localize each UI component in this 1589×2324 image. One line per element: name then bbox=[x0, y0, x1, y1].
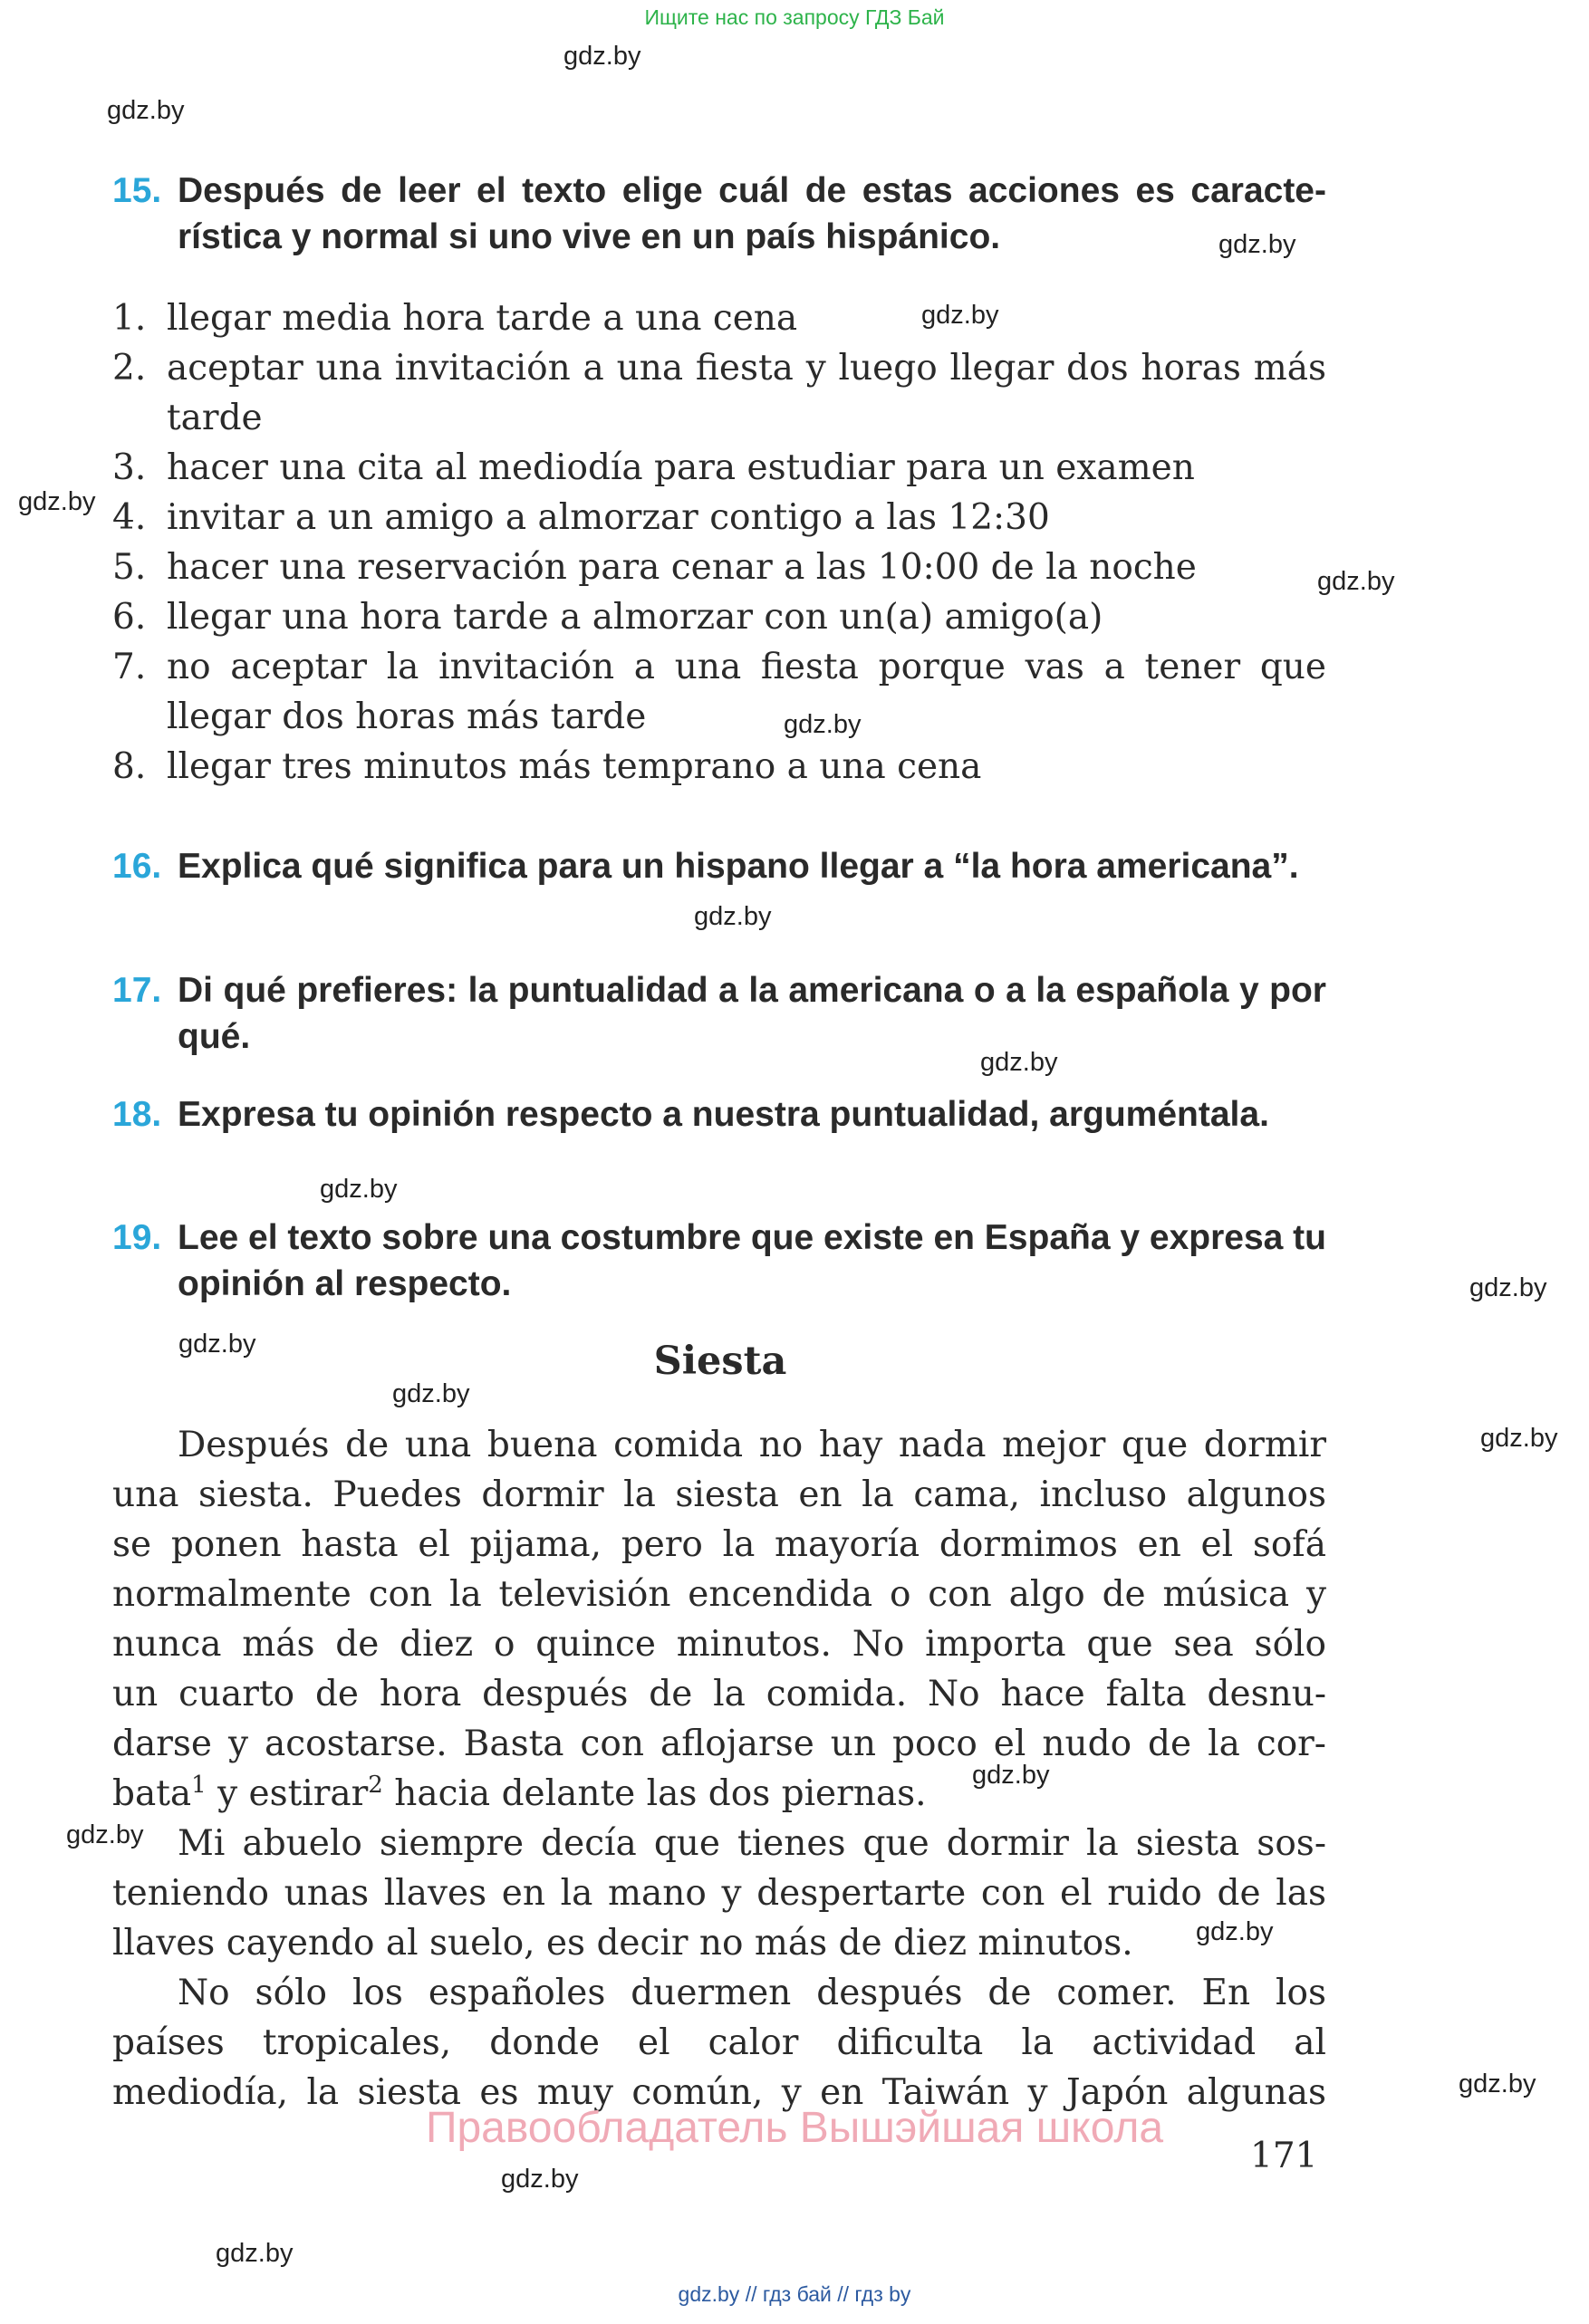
watermark: gdz.by bbox=[980, 1048, 1058, 1077]
list-item bbox=[112, 343, 1326, 443]
text-fragment: bata bbox=[112, 1773, 192, 1814]
exercise-text: Di qué prefieres: la puntualidad a la americana o a la española y por qué. bbox=[178, 971, 1326, 1056]
text-line: nunca más de diez o quince minutos. No importa que sea sólo bbox=[112, 1624, 1326, 1665]
list-item-number: 8. bbox=[112, 746, 147, 787]
text-line bbox=[112, 1769, 1326, 1819]
watermark: gdz.by bbox=[501, 2165, 579, 2194]
exercise-15 bbox=[112, 168, 1326, 260]
watermark: gdz.by bbox=[921, 301, 999, 330]
exercise-16 bbox=[112, 843, 1326, 889]
text-fragment: hacia delante las dos piernas. bbox=[382, 1773, 927, 1814]
list-item-text: llegar una hora tarde a almorzar con un(a) amigo(a) bbox=[167, 597, 1103, 638]
text-line: teniendo unas llaves en la mano y despertarte con el ruido de las bbox=[112, 1873, 1326, 1914]
watermark: gdz.by bbox=[18, 487, 96, 516]
list-item bbox=[112, 543, 1326, 592]
list-item-number: 6. bbox=[112, 597, 147, 638]
list-item bbox=[112, 293, 1326, 343]
exercise-number: 18. bbox=[112, 1095, 162, 1134]
page-number: 171 bbox=[1250, 2136, 1318, 2176]
text-line: mediodía, la siesta es muy común, y en Taiwán y Japón algunas bbox=[112, 2072, 1326, 2113]
exercise-18 bbox=[112, 1091, 1326, 1138]
text-line: un cuarto de hora después de la comida. No hace falta desnu- bbox=[112, 1674, 1326, 1714]
footnote-mark: 1 bbox=[191, 1772, 207, 1799]
watermark: gdz.by bbox=[392, 1379, 470, 1408]
list-item-number: 5. bbox=[112, 547, 147, 588]
reading-paragraph-2 bbox=[112, 1819, 1326, 1968]
exercise-text: Explica qué significa para un hispano llegar a “la hora americana”. bbox=[178, 847, 1299, 886]
reading-paragraph-1 bbox=[112, 1420, 1326, 1819]
list-item bbox=[112, 493, 1326, 543]
list-item-text: no aceptar la invitación a una fiesta porque vas a tener que llegar dos horas más tarde bbox=[167, 647, 1326, 737]
list-item bbox=[112, 592, 1326, 642]
list-item-number: 7. bbox=[112, 647, 147, 687]
text-line: normalmente con la televisión encendida o con algo de música y bbox=[112, 1574, 1326, 1615]
watermark: gdz.by bbox=[1459, 2070, 1536, 2098]
list-item-text: invitar a un amigo a almorzar contigo a las 12:30 bbox=[167, 497, 1050, 538]
list-item-number: 1. bbox=[112, 298, 147, 339]
reading-title: Siesta bbox=[653, 1339, 787, 1384]
exercise-text: Después de leer el texto elige cuál de estas acciones es característica y normal si uno vive en un país hispánico. bbox=[178, 171, 1326, 256]
copyright-notice: Правообладатель Вышэйшая школа bbox=[425, 2104, 1164, 2152]
text-line: darse y acostarse. Basta con aflojarse un poco el nudo de la cor- bbox=[112, 1724, 1326, 1764]
watermark: gdz.by bbox=[178, 1330, 256, 1359]
text-line: Después de una buena comida no hay nada mejor que dormir bbox=[178, 1425, 1326, 1465]
watermark: gdz.by bbox=[1480, 1424, 1558, 1453]
list-item bbox=[112, 642, 1326, 742]
watermark: gdz.by bbox=[1317, 567, 1395, 596]
list-item-number: 4. bbox=[112, 497, 147, 538]
exercise-number: 17. bbox=[112, 971, 162, 1010]
watermark: gdz.by bbox=[66, 1820, 144, 1849]
list-item-text: hacer una cita al mediodía para estudiar para un examen bbox=[167, 447, 1195, 488]
list-item bbox=[112, 742, 1326, 792]
exercise-number: 19. bbox=[112, 1218, 162, 1257]
exercise-number: 15. bbox=[112, 171, 162, 210]
text-line: Mi abuelo siempre decía que tienes que dormir la siesta sos- bbox=[178, 1823, 1326, 1864]
exercise-19 bbox=[112, 1215, 1326, 1307]
watermark: gdz.by bbox=[1218, 230, 1296, 259]
watermark: gdz.by bbox=[320, 1175, 398, 1204]
list-item-text: llegar tres minutos más temprano a una cena bbox=[167, 746, 982, 787]
footer-links[interactable]: gdz.by // гдз бай // гдз by bbox=[678, 2282, 911, 2306]
footnote-mark: 2 bbox=[368, 1772, 383, 1799]
watermark: gdz.by bbox=[1469, 1273, 1547, 1302]
top-banner[interactable]: Ищите нас по запросу ГДЗ Бай bbox=[644, 5, 945, 29]
watermark: gdz.by bbox=[694, 902, 772, 931]
exercise-17 bbox=[112, 967, 1326, 1060]
watermark: gdz.by bbox=[972, 1761, 1050, 1790]
text-line: una siesta. Puedes dormir la siesta en la cama, incluso algunos bbox=[112, 1474, 1326, 1515]
watermark: gdz.by bbox=[563, 42, 641, 71]
text-fragment: y estirar bbox=[206, 1773, 369, 1814]
exercise-text: Lee el texto sobre una costumbre que existe en España y expresa tu opinión al respecto. bbox=[178, 1218, 1326, 1303]
watermark: gdz.by bbox=[784, 710, 862, 739]
exercise-number: 16. bbox=[112, 847, 162, 886]
list-item-number: 3. bbox=[112, 447, 147, 488]
text-line: No sólo los españoles duermen después de comer. En los bbox=[178, 1973, 1326, 2013]
text-line: países tropicales, donde el calor dificulta la actividad al bbox=[112, 2022, 1326, 2063]
reading-paragraph-3 bbox=[112, 1968, 1326, 2118]
list-item-number: 2. bbox=[112, 348, 147, 389]
exercise-text: Expresa tu opinión respecto a nuestra puntualidad, arguméntala. bbox=[178, 1095, 1269, 1134]
list-item-text: aceptar una invitación a una fiesta y luego llegar dos horas más tarde bbox=[167, 348, 1326, 438]
text-line: llaves cayendo al suelo, es decir no más de diez minutos. bbox=[112, 1923, 1133, 1964]
list-item-text: llegar media hora tarde a una cena bbox=[167, 298, 798, 339]
watermark: gdz.by bbox=[1196, 1917, 1274, 1946]
list-item bbox=[112, 443, 1326, 493]
text-line: se ponen hasta el pijama, pero la mayoría dormimos en el sofá bbox=[112, 1524, 1326, 1565]
list-item-text: hacer una reservación para cenar a las 10:00 de la noche bbox=[167, 547, 1197, 588]
watermark: gdz.by bbox=[216, 2239, 294, 2268]
watermark: gdz.by bbox=[107, 96, 185, 125]
